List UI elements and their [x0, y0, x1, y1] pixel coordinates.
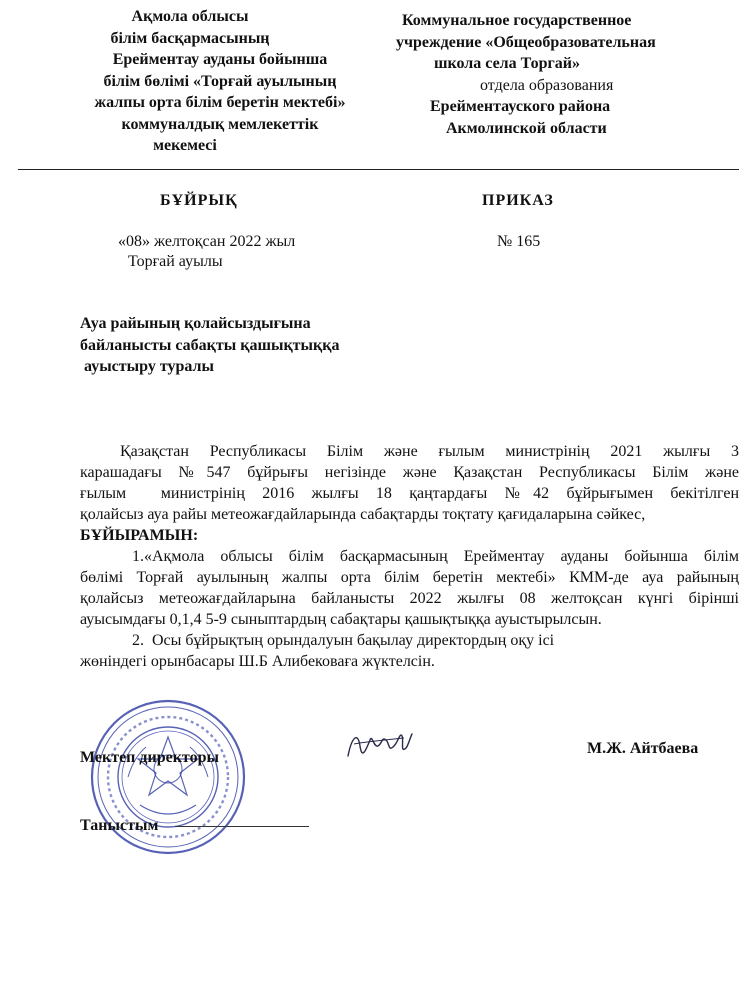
header-ru-line: Акмолинской области: [446, 119, 607, 137]
header-ru: [396, 10, 696, 139]
item1-line: 1.«Ақмола облысы білім басқармасының Ерейментау ауданы бойынша білім: [132, 548, 739, 565]
header-kz-line: жалпы орта білім беретін мектебі»: [94, 94, 346, 111]
item1-line: бөлімі Торғай ауылының жалпы орта білім беретін мектебі» КММ-де ауа райының: [80, 569, 739, 586]
subject-line: Ауа райының қолайсыздығына: [80, 315, 311, 332]
signature-label: Мектеп директоры: [80, 749, 219, 766]
order-place: Торғай ауылы: [128, 253, 223, 270]
acknowledgement-label: Таныстым: [80, 817, 159, 834]
director-name: М.Ж. Айтбаева: [587, 740, 699, 757]
header-kz: [40, 6, 400, 157]
header-kz-line: коммуналдық мемлекеттік: [121, 115, 319, 133]
header-kz-line: білім басқармасының: [110, 29, 270, 47]
director-signature: [344, 726, 414, 766]
header-ru-line: Коммунальное государственное: [402, 12, 632, 29]
order-subject: [80, 313, 400, 378]
intro-line: ғылым министрінің 2016 жылғы 18 қаңтардағы №42 бұйрығымен бекітілген: [80, 485, 739, 502]
intro-line: карашадағы №547 бұйрығы негізінде және Қазақстан Республикасы Білім және: [80, 464, 739, 481]
item2-line: 2. Осы бұйрықтың орындалуын бақылау директордың оқу ісі: [132, 632, 555, 649]
command-word: БҰЙЫРАМЫН:: [80, 527, 199, 544]
subject-line: ауыстыру туралы: [84, 358, 214, 375]
order-title-kz: БҰЙРЫҚ: [160, 192, 238, 209]
header-kz-line: мекемесі: [153, 137, 217, 154]
header-kz-line: Ақмола облысы: [131, 8, 249, 25]
intro-line: қолайсыз ауа райы метеожағдайларында сабақтарды тоқтату қағидаларына сәйкес,: [80, 506, 646, 523]
header-ru-line: отдела образования: [480, 76, 614, 94]
order-date: «08» желтоқсан 2022 жыл: [118, 233, 296, 250]
item2-line: жөніндегі орынбасары Ш.Б Алибековаға жүктелсін.: [80, 653, 435, 670]
item1-line: ауысымдағы 0,1,4 5-9 сыныптардың сабақтары қашықтыққа ауыстырылсын.: [80, 611, 602, 628]
order-body: [80, 441, 739, 672]
header-kz-line: Ерейментау ауданы бойынша: [112, 51, 328, 68]
header-ru-line: учреждение «Общеобразовательная: [396, 33, 656, 51]
header-ru-line: школа села Торгай»: [434, 55, 580, 72]
subject-line: байланысты сабақты қашықтыққа: [80, 336, 340, 354]
acknowledgement-signature-line: [175, 826, 309, 827]
item1-line: қолайсыз метеожағдайларына байланысты 2022 жылғы 08 желтоқсан күнгі бірінші: [80, 590, 739, 607]
order-title-ru: ПРИКАЗ: [482, 192, 554, 209]
header-ru-line: Ерейментауского района: [430, 98, 611, 115]
order-number: № 165: [497, 233, 541, 250]
header-kz-line: білім бөлімі «Торғай ауылының: [103, 72, 337, 90]
intro-line: Қазақстан Республикасы Білім және ғылым министрінің 2021 жылғы 3: [120, 443, 739, 460]
header-divider: [18, 169, 739, 170]
